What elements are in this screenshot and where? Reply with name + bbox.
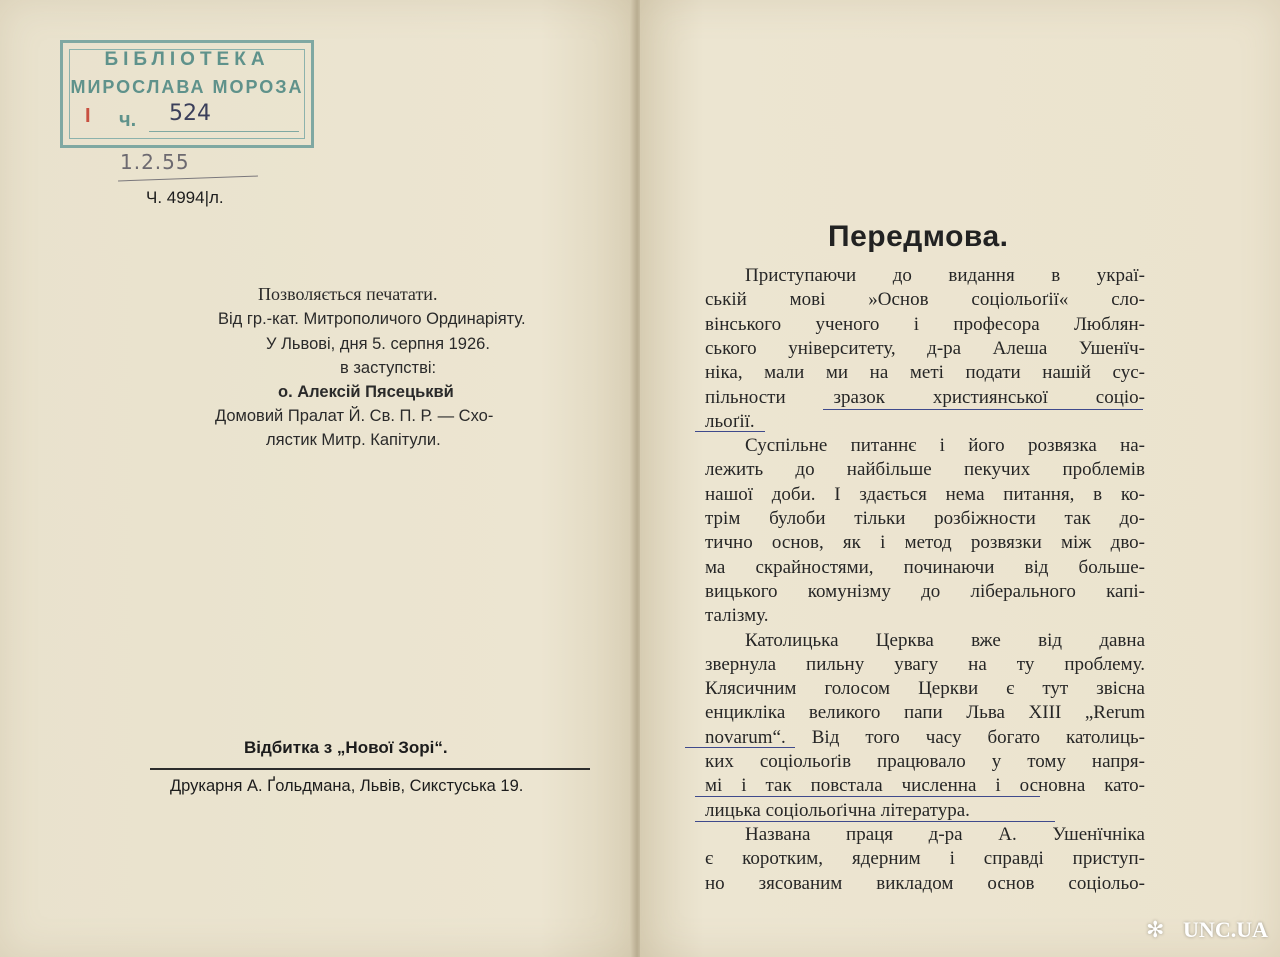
pen-underline	[685, 747, 795, 748]
imprimatur-line: лястик Митр. Капітули.	[266, 431, 441, 449]
pen-underline	[823, 409, 1143, 410]
text-line: енцикліка великого папи Льва XIII „Rerum	[705, 702, 1145, 723]
call-number: Ч. 4994|л.	[146, 188, 224, 207]
printer-imprint: Друкарня А. Ґольдмана, Львів, Сикстуська 19.	[170, 777, 524, 795]
stamp-ch-label: ч.	[119, 109, 137, 131]
pen-underline	[695, 796, 1040, 797]
stamp-prefix: I	[85, 105, 91, 127]
text-line: ких соціольоґів працювало у тому напря-	[705, 751, 1145, 772]
stamp-owner-name: МИРОСЛАВА МОРОЗА	[70, 77, 304, 97]
pen-underline	[695, 431, 765, 432]
text-line: ського університету, д-ра Алеша Ушенїч-	[705, 338, 1145, 359]
text-line: льоґії.	[705, 411, 755, 432]
text-line: лицька соціольоґічна література.	[705, 800, 970, 821]
text-line: вицького комунізму до ліберального капі-	[705, 581, 1145, 602]
pen-underline	[695, 821, 1055, 822]
text-line: нашої доби. І здається нема питання, в ко-	[705, 484, 1145, 505]
text-line: є коротким, ядерним і справді приступ-	[705, 848, 1145, 869]
text-line: Приступаючи до видання в украї-	[745, 265, 1145, 286]
text-line: мі і так повстала численна і основна като-	[705, 775, 1145, 796]
text-line: ма скрайностями, починаючи від больше-	[705, 557, 1145, 578]
text-line: Клясичним голосом Церкви є тут звісна	[705, 678, 1145, 699]
imprimatur-line: Від гр.-кат. Митрополичого Ординаріяту.	[218, 310, 526, 328]
text-line: пільности зразок християнської соціо-	[705, 387, 1145, 408]
stamp-number: 524	[169, 101, 211, 126]
imprimatur-signatory: о. Алексій Пясецьквй	[278, 383, 454, 401]
imprimatur-line: Домовий Пралат Й. Св. П. Р. — Схо-	[215, 407, 494, 425]
text-line: но зясованим викладом основ соціольо-	[705, 873, 1145, 894]
text-line: трім булоби тільки розбіжности так до-	[705, 508, 1145, 529]
library-stamp	[60, 40, 314, 148]
imprimatur-line: У Львові, дня 5. серпня 1926.	[266, 335, 490, 353]
left-page	[0, 0, 636, 957]
text-line: ській мові »Основ соціольоґії« сло-	[705, 289, 1145, 310]
pencil-note: 1.2.55	[120, 150, 190, 174]
stamp-library-label: БІБЛІОТЕКА	[104, 49, 270, 70]
text-line: лежить до найбільше пекучих проблемів	[705, 459, 1145, 480]
imprimatur-line: Позволяється печатати.	[258, 284, 438, 304]
text-line: тично основ, як і метод розвязки між дво-	[705, 532, 1145, 553]
text-line: ніка, мали ми на меті подати нашій сус-	[705, 362, 1145, 383]
watermark-flower-icon: ✻	[1146, 917, 1165, 942]
page-title: Передмова.	[828, 220, 1009, 253]
divider-rule	[150, 768, 590, 770]
text-line: Католицька Церква вже від давна	[745, 630, 1145, 651]
text-line: талізму.	[705, 605, 769, 626]
watermark: UNC.UA	[1183, 917, 1268, 942]
text-line: вінського ученого і професора Люблян-	[705, 314, 1145, 335]
imprimatur-line: в заступстві:	[340, 359, 437, 377]
text-line: Суспільне питаннє і його розвязка на-	[745, 435, 1145, 456]
text-line: novarum“. Від того часу богато католиць-	[705, 727, 1145, 748]
offprint-note: Відбитка з „Нової Зорі“.	[244, 738, 448, 757]
text-line: звернула пильну увагу на ту проблему.	[705, 654, 1145, 675]
text-line: Названа праця д-ра А. Ушенїчніка	[745, 824, 1145, 845]
